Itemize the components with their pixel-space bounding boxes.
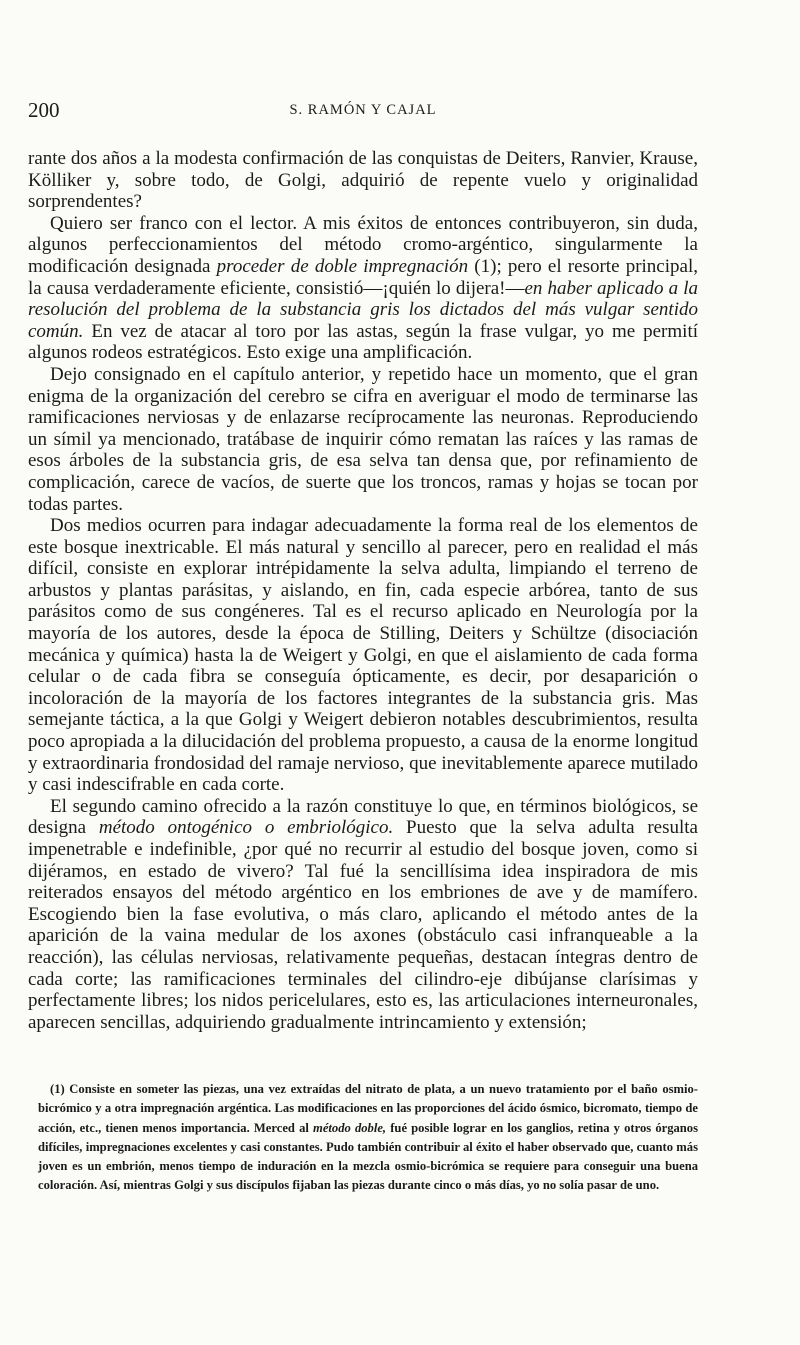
- paragraph: [28, 796, 698, 1034]
- text-run: rante dos años a la modesta confirmación de las conquistas de Deiters, Ranvier, Krause, Kölliker y, sobre todo, de Golgi, adquirió de repente vuelo y originalidad sorprendentes?: [28, 148, 698, 213]
- text-run: Quiero ser franco con el lector. A mis éxitos de entonces contribuyeron, sin duda, algunos perfeccionamientos del método cromo-argéntico, singularmente la modificación designada: [28, 212, 698, 277]
- running-head: S. RAMÓN Y CAJAL: [289, 102, 437, 118]
- italic-text-run: en haber aplicado a la resolución del problema de la substancia gris los dictados del más vulgar sentido común.: [28, 277, 698, 342]
- paragraph: [28, 148, 698, 213]
- page-header: [28, 98, 698, 128]
- italic-text-run: método ontogénico o embriológico.: [98, 817, 394, 839]
- footnote: [38, 1080, 698, 1196]
- text-run: (1) Consiste en someter las piezas, una vez extraídas del nitrato de plata, a un nuevo tratamiento por el baño osmio-bicrómico y a otra impregnación argéntica. Las modificaciones en las proporciones del ácido ósmico, bicromato, tiempo de acción, etc., tienen menos importancia. Merced al: [38, 1082, 698, 1135]
- paragraph: [28, 364, 698, 515]
- text-run: En vez de atacar al toro por las astas, según la frase vulgar, yo me permití algunos rodeos estratégicos. Esto exige una amplificación.: [28, 320, 698, 364]
- italic-text-run: método doble,: [313, 1120, 387, 1135]
- text-run: (1); pero el resorte principal, la causa verdaderamente eficiente, consistió—¡quién lo dijera!—: [28, 255, 698, 299]
- text-run: El segundo camino ofrecido a la razón constituye lo que, en términos biológicos, se designa: [28, 795, 698, 839]
- paragraph: [28, 213, 698, 364]
- page-number: 200: [28, 98, 60, 122]
- text-run: fué posible lograr en los ganglios, retina y otros órganos difíciles, impregnaciones excelentes y casi constantes. Pudo también contribuir al éxito el haber observado que, cuanto más joven es un embrión, menos tiempo de induración en la mezcla osmio-bicrómica se requiere para conseguir una buena coloración. Así, mientras Golgi y sus discípulos fijaban las piezas durante cinco o más días, yo no solía pasar de uno.: [38, 1120, 698, 1193]
- text-run: Dejo consignado en el capítulo anterior, y repetido hace un momento, que el gran enigma de la organización del cerebro se cifra en averiguar el modo de terminarse las ramificaciones nerviosas y de enlazarse recíprocamente las neuronas. Reproduciendo un símil ya mencionado, tratábase de inquirir cómo rematan las raíces y las ramas de esos árboles de la substancia gris, de esa selva tan densa que, por refinamiento de complicación, carece de vacíos, de suerte que los troncos, ramas y hojas se tocan por todas partes.: [28, 363, 698, 515]
- text-run: Puesto que la selva adulta resulta impenetrable e indefinible, ¿por qué no recurrir al estudio del bosque joven, como si dijéramos, en estado de vivero? Tal fué la sencillísima idea inspiradora de mis reiterados ensayos del método argéntico en los embriones de ave y de mamífero. Escogiendo bien la fase evolutiva, o más claro, aplicando el método antes de la aparición de la vaina medular de los axones (obstáculo casi infranqueable a la reacción), las células nerviosas, relativamente pequeñas, destacan íntegras dentro de cada corte; las ramificaciones terminales del cilindro-eje dibújanse clarísimas y perfectamente libres; los nidos pericelulares, esto es, las articulaciones interneuronales, aparecen sencillas, adquiriendo gradualmente intrincamiento y extensión;: [28, 817, 698, 1033]
- paragraph: [28, 515, 698, 796]
- text-run: Dos medios ocurren para indagar adecuadamente la forma real de los elementos de este bosque inextricable. El más natural y sencillo al parecer, pero en realidad el más difícil, consiste en explorar intrépidamente la selva adulta, limpiando el terreno de arbustos y plantas parásitas, y aislando, en fin, cada especie arbórea, tanto de sus parásitos como de sus congéneres. Tal es el recurso aplicado en Neurología por la mayoría de los autores, desde la época de Stilling, Deiters y Schültze (disociación mecánica y química) hasta la de Weigert y Golgi, en que el aislamiento de cada forma celular o de cada fibra se conseguía ópticamente, es decir, por desaparición o incoloración de la mayoría de los factores integrantes de la substancia gris. Mas semejante táctica, a la que Golgi y Weigert debieron notables descubrimientos, resulta poco apropiada a la dilucidación del problema propuesto, a causa de la enorme longitud y extraordinaria frondosidad del ramaje nervioso, que inevitablemente aparece mutilado y casi indescifrable en cada corte.: [28, 515, 698, 796]
- footnote-paragraph: [38, 1080, 698, 1196]
- body-text: [28, 148, 698, 1033]
- italic-text-run: proceder de doble impregnación: [216, 255, 469, 277]
